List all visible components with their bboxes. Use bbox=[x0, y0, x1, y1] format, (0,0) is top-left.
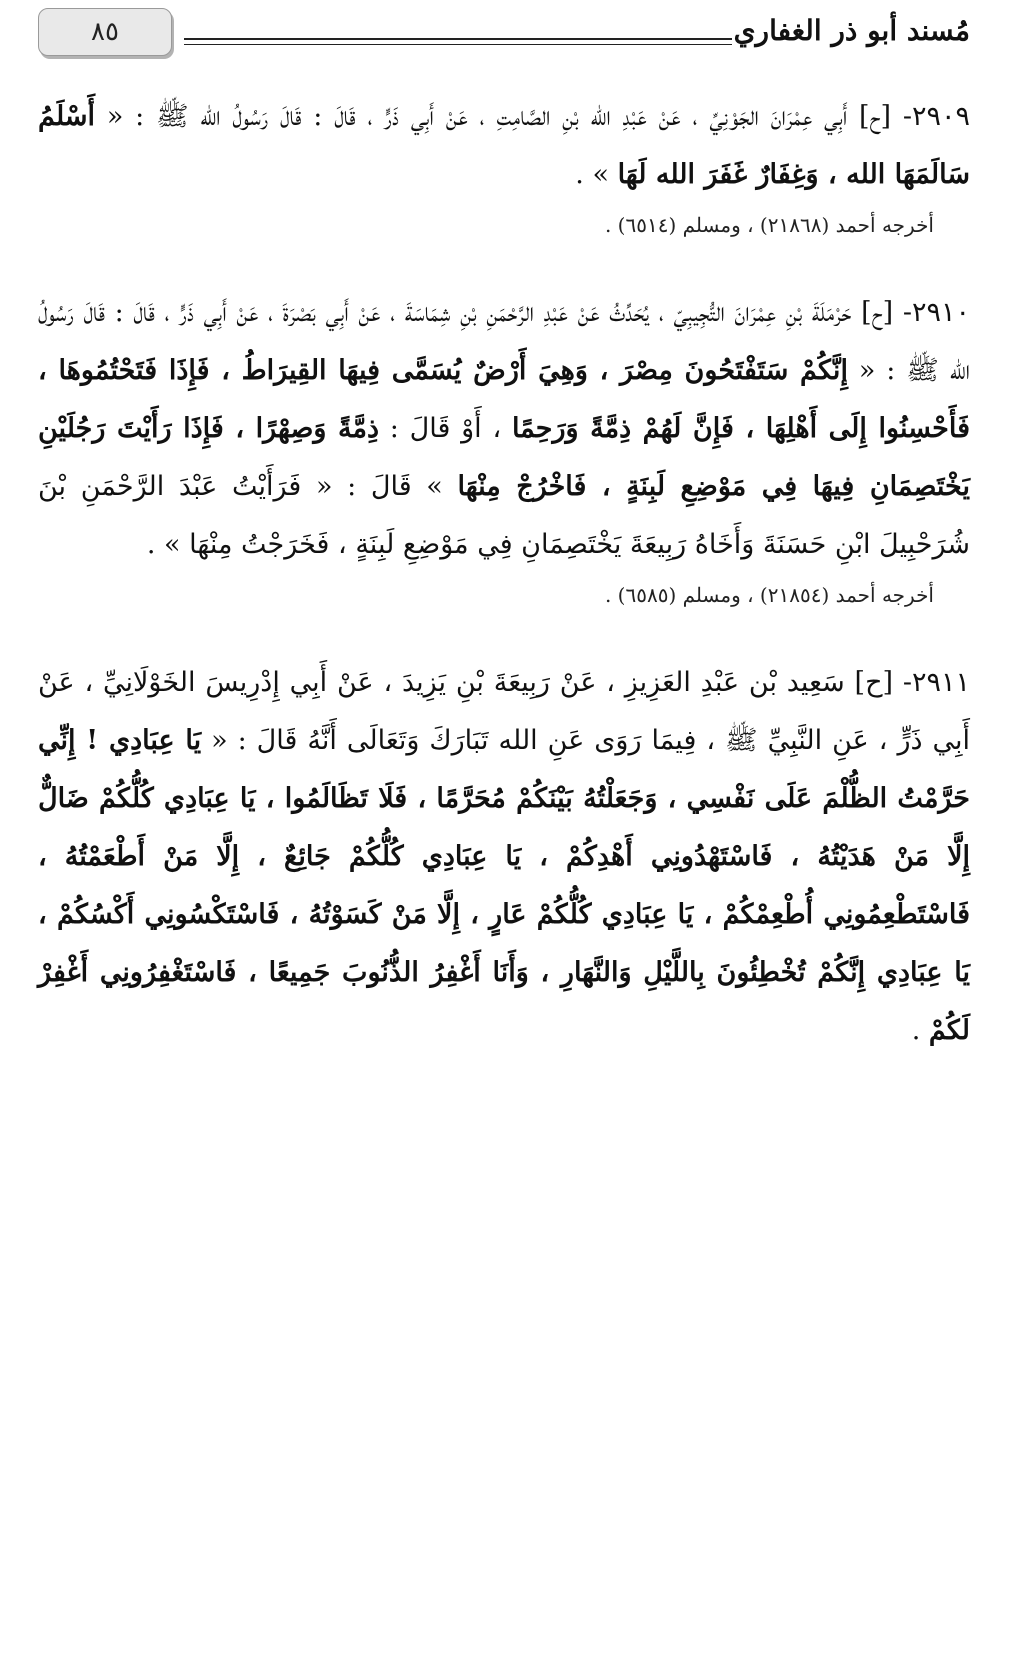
hadith-matn-continued: ذِمَّةً وَصِهْرًا ، فَإِذَا رَأَيْتَ رَجُلَيْنِ يَخْتَصِمَانِ فِيهَا فِي مَوْضِعِ لَبِنَةٍ ، فَاخْرُجْ مِنْهَا bbox=[38, 413, 970, 502]
hadith-number: ٢٩٠٩ bbox=[911, 101, 970, 132]
hadith-middle: ، أَوْ قَالَ : bbox=[379, 413, 512, 444]
header-rule bbox=[184, 38, 732, 40]
hadith-matn: أَسْلَمُ سَالَمَهَا الله ، وَغِفَارٌ غَفَرَ الله لَهَا bbox=[38, 101, 970, 190]
hadith-text bbox=[38, 88, 970, 204]
page-number: ٨٥ bbox=[38, 8, 172, 56]
hadith-tail: . bbox=[911, 1015, 929, 1046]
hadith-text bbox=[38, 654, 970, 1060]
running-title: مُسند أبو ذر الغفاري bbox=[733, 14, 970, 47]
hadith-number: ٢٩١٠ bbox=[911, 297, 970, 328]
hadith-number: ٢٩١١ bbox=[911, 667, 970, 698]
hadith-2909 bbox=[38, 88, 970, 240]
hadith-isnad: - [ح] أَبِي عِمْرَانَ الجَوْنِيِّ ، عَنْ عَبْدِ الله بْنِ الصَّامِتِ ، عَنْ أَبِي ذَرٍّ ، قَالَ : قَالَ رَسُولُ الله ﷺ : « bbox=[95, 101, 912, 132]
hadith-matn: إِنَّكُمْ سَتَفْتَحُونَ مِصْرَ ، وَهِيَ أَرْضٌ يُسَمَّى فِيهَا القِيرَاطُ ، فَإِذَا فَتَحْتُمُوهَا ، فَأَحْسِنُوا إِلَى أَهْلِهَا ، فَإِنَّ لَهُمْ ذِمَّةً وَرَحِمًا bbox=[38, 355, 970, 444]
hadith-tail: » قَالَ : « فَرَأَيْتُ عَبْدَ الرَّحْمَنِ بْنَ شُرَحْبِيلَ ابْنِ حَسَنَةَ وَأَخَاهُ رَبِيعَةَ يَخْتَصِمَانِ فِي مَوْضِعِ لَبِنَةٍ ، فَخَرَجْتُ مِنْهَا » . bbox=[38, 471, 970, 560]
page-header bbox=[38, 8, 970, 58]
page-content bbox=[38, 88, 970, 1104]
hadith-2911 bbox=[38, 654, 970, 1060]
hadith-tail: » . bbox=[575, 159, 618, 190]
header-rule-thin bbox=[184, 44, 732, 45]
hadith-isnad: - [ح] سَعِيد بْن عَبْدِ العَزِيزِ ، عَنْ رَبِيعَةَ بْنِ يَزِيدَ ، عَنْ أَبِي إِدْرِيسَ الخَوْلَانِيِّ ، عَنْ أَبِي ذَرٍّ ، عَنِ النَّبِيِّ ﷺ ، فِيمَا رَوَى عَنِ الله تَبَارَكَ وَتَعَالَى أَنَّهُ قَالَ : « bbox=[38, 667, 970, 756]
hadith-source: أخرجه أحمد (٢١٨٥٤) ، ومسلم (٦٥٨٥) . bbox=[604, 583, 934, 607]
hadith-source: أخرجه أحمد (٢١٨٦٨) ، ومسلم (٦٥١٤) . bbox=[604, 213, 934, 237]
hadith-2910 bbox=[38, 284, 970, 610]
hadith-isnad: - [ح] حَرْمَلَةَ بْنِ عِمْرَانَ التُّجِيبِيّ ، يُحَدِّثُ عَنْ عَبْدِ الرَّحْمَنِ بْنِ شِمَاسَةَ ، عَنْ أَبِي بَصْرَةَ ، عَنْ أَبِي ذَرٍّ ، قَالَ : قَالَ رَسُولُ الله ﷺ : « bbox=[38, 297, 970, 386]
hadith-text bbox=[38, 284, 970, 574]
hadith-matn: يَا عِبَادِي ! إِنِّي حَرَّمْتُ الظُّلْمَ عَلَى نَفْسِي ، وَجَعَلْتُهُ بَيْنَكُمْ مُحَرَّمًا ، فَلَا تَظَالَمُوا ، يَا عِبَادِي كُلُّكُمْ ضَالٌّ إِلَّا مَنْ هَدَيْتُهُ ، فَاسْتَهْدُونِي أَهْدِكُمْ ، يَا عِبَادِي كُلُّكُمْ جَائِعٌ ، إِلَّا مَنْ أَطْعَمْتُهُ ، فَاسْتَطْعِمُونِي أُطْعِمْكُمْ ، يَا عِبَادِي كُلُّكُمْ عَارٍ ، إِلَّا مَنْ كَسَوْتُهُ ، فَاسْتَكْسُونِي أَكْسُكُمْ ، يَا عِبَادِي إِنَّكُمْ تُخْطِئُونَ بِاللَّيْلِ وَالنَّهَارِ ، وَأَنَا أَغْفِرُ الذُّنُوبَ جَمِيعًا ، فَاسْتَغْفِرُونِي أَغْفِرْ لَكُمْ bbox=[38, 725, 970, 1046]
